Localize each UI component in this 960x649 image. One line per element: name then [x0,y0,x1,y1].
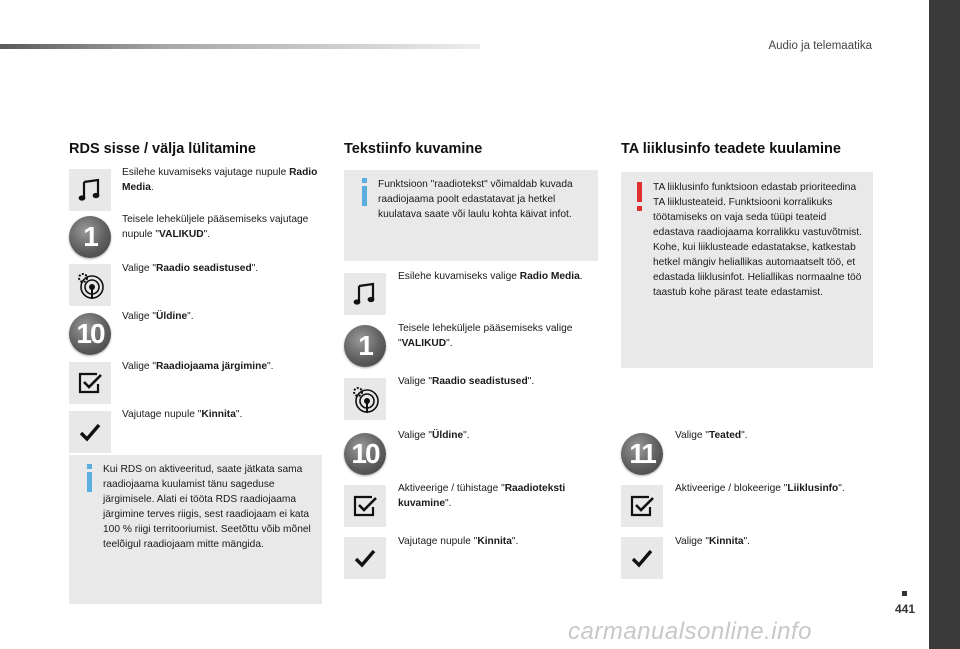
col1-step-5: Valige "Raadiojaama järgimine". [122,361,274,372]
checkbox-icon [344,485,386,527]
radio-settings-icon [344,378,386,420]
page-number: 441 [895,602,916,616]
number-1-icon: 1 [69,216,111,258]
music-note-icon [69,169,111,211]
checkmark-icon [69,411,111,453]
col2-step-6: Vajutage nupule "Kinnita". [398,536,519,547]
col2-info-note: Funktsioon "raadiotekst" võimaldab kuvada raadiojaama poolt edastatavat ja hetkel kuulatava saate või laulu kohta käivat infot. [344,170,598,261]
music-note-icon [344,273,386,315]
col1-step-4: Valige "Üldine". [122,311,194,322]
side-tab [929,0,960,649]
warning-icon [637,182,642,202]
checkbox-icon [621,485,663,527]
col2-step-3: Valige "Raadio seadistused". [398,376,535,387]
info-icon [362,186,367,206]
checkmark-icon [344,537,386,579]
col1-step-2: Teisele leheküljele pääsemiseks vajutage nupule "VALIKUD". [122,214,309,240]
number-10-icon: 10 [69,313,111,355]
number-10-icon: 10 [344,433,386,475]
col1-step-6: Vajutage nupule "Kinnita". [122,409,243,420]
col3-step-3: Valige "Kinnita". [675,536,750,547]
col1-step-3: Valige "Raadio seadistused". [122,263,259,274]
col3-step-1: Valige "Teated". [675,430,748,441]
col2-step-2: Teisele leheküljele pääsemiseks valige "VALIKUD". [398,323,573,349]
section-header: Audio ja telemaatika [768,40,872,52]
col1-title: RDS sisse / välja lülitamine [69,141,256,157]
col1-info-note: Kui RDS on aktiveeritud, saate jätkata sama raadiojaama kuulamist tänu sageduse järgimisele. Alati ei tööta RDS raadiojaama järgimine terves riigis, sest raadiojaam ei kata 100 % riigi territooriumist. Seetõttu võib mõnel teelõigul raadiojaam mitte mängida. [69,455,322,604]
number-11-icon: 11 [621,433,663,475]
col2-step-4: Valige "Üldine". [398,430,470,441]
number-1-icon: 1 [344,325,386,367]
col3-title: TA liiklusinfo teadete kuulamine [621,141,841,157]
page-marker [902,591,907,596]
header-gradient-bar [0,44,480,49]
checkbox-icon [69,362,111,404]
col3-warning-note: TA liiklusinfo funktsioon edastab prioriteedina TA liiklusteateid. Funktsiooni korralikuks töötamiseks on vaja seda tüüpi teateid edastava raadiojaama korralikku vastuvõtmist. Kohe, kui liiklusteade edastatakse, katkestab hetkel mängiv heliallikas automaatselt töö, et edastada liiklusinfot. Heliallikas normaalne töö taastub kohe pärast teate edastamist. [621,172,873,368]
info-icon [87,472,92,492]
col2-step-5: Aktiveerige / tühistage "Raadioteksti kuvamine". [398,483,566,509]
col2-title: Tekstiinfo kuvamine [344,141,483,157]
checkmark-icon [621,537,663,579]
col2-step-1: Esilehe kuvamiseks valige Radio Media. [398,271,583,282]
watermark: carmanualsonline.info [568,618,812,645]
col1-step-1: Esilehe kuvamiseks vajutage nupule Radio Media. [122,167,318,193]
radio-settings-icon [69,264,111,306]
col3-step-2: Aktiveerige / blokeerige "Liiklusinfo". [675,483,845,494]
